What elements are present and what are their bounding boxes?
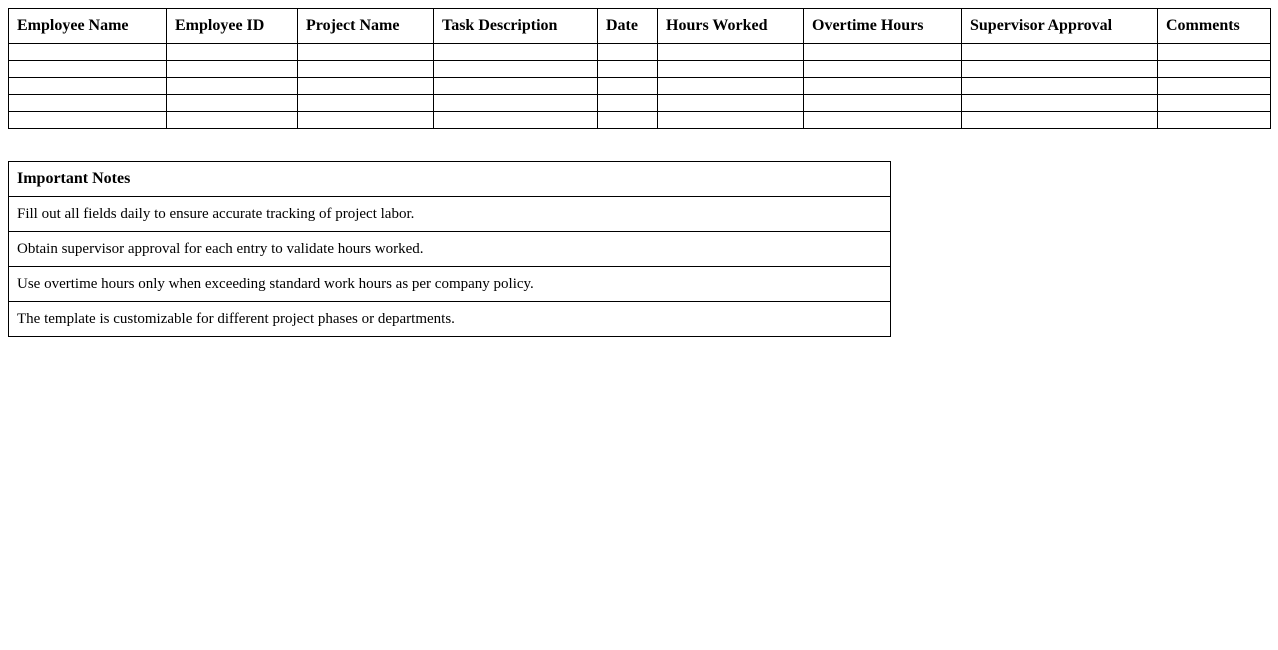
table-cell[interactable]	[962, 44, 1158, 61]
table-row	[9, 61, 1271, 78]
important-notes-table	[8, 161, 891, 337]
table-cell[interactable]	[658, 78, 804, 95]
table-cell[interactable]	[9, 112, 167, 129]
column-header-employee-name: Employee Name	[9, 9, 167, 44]
table-cell[interactable]	[298, 44, 434, 61]
table-cell[interactable]	[962, 78, 1158, 95]
table-cell[interactable]	[804, 78, 962, 95]
table-cell[interactable]	[598, 78, 658, 95]
column-header-date: Date	[598, 9, 658, 44]
table-cell[interactable]	[804, 44, 962, 61]
table-cell[interactable]	[1158, 78, 1271, 95]
table-cell[interactable]	[167, 61, 298, 78]
note-item: Obtain supervisor approval for each entry to validate hours worked.	[9, 232, 891, 267]
table-cell[interactable]	[434, 44, 598, 61]
table-cell[interactable]	[804, 95, 962, 112]
table-row	[9, 44, 1271, 61]
column-header-hours-worked: Hours Worked	[658, 9, 804, 44]
table-cell[interactable]	[298, 78, 434, 95]
table-cell[interactable]	[598, 95, 658, 112]
table-row	[9, 112, 1271, 129]
table-cell[interactable]	[167, 44, 298, 61]
table-cell[interactable]	[962, 95, 1158, 112]
note-row	[9, 267, 891, 302]
column-header-project-name: Project Name	[298, 9, 434, 44]
table-cell[interactable]	[9, 78, 167, 95]
table-cell[interactable]	[658, 112, 804, 129]
table-cell[interactable]	[804, 61, 962, 78]
table-cell[interactable]	[434, 78, 598, 95]
table-cell[interactable]	[298, 95, 434, 112]
table-cell[interactable]	[598, 112, 658, 129]
table-cell[interactable]	[962, 112, 1158, 129]
table-cell[interactable]	[658, 61, 804, 78]
table-cell[interactable]	[9, 44, 167, 61]
table-cell[interactable]	[167, 95, 298, 112]
table-cell[interactable]	[658, 44, 804, 61]
column-header-supervisor-approval: Supervisor Approval	[962, 9, 1158, 44]
table-cell[interactable]	[1158, 44, 1271, 61]
table-cell[interactable]	[434, 95, 598, 112]
timesheet-header-row	[9, 9, 1271, 44]
table-cell[interactable]	[9, 95, 167, 112]
table-cell[interactable]	[167, 78, 298, 95]
table-cell[interactable]	[962, 61, 1158, 78]
column-header-task-description: Task Description	[434, 9, 598, 44]
table-cell[interactable]	[434, 112, 598, 129]
notes-header-row	[9, 162, 891, 197]
note-row	[9, 232, 891, 267]
table-cell[interactable]	[167, 112, 298, 129]
table-cell[interactable]	[598, 61, 658, 78]
column-header-comments: Comments	[1158, 9, 1271, 44]
table-cell[interactable]	[1158, 112, 1271, 129]
note-row	[9, 197, 891, 232]
table-cell[interactable]	[1158, 61, 1271, 78]
note-item: Fill out all fields daily to ensure accurate tracking of project labor.	[9, 197, 891, 232]
table-cell[interactable]	[598, 44, 658, 61]
table-cell[interactable]	[298, 61, 434, 78]
table-cell[interactable]	[1158, 95, 1271, 112]
column-header-employee-id: Employee ID	[167, 9, 298, 44]
table-cell[interactable]	[804, 112, 962, 129]
table-row	[9, 95, 1271, 112]
table-cell[interactable]	[298, 112, 434, 129]
note-item: Use overtime hours only when exceeding standard work hours as per company policy.	[9, 267, 891, 302]
table-cell[interactable]	[434, 61, 598, 78]
table-row	[9, 78, 1271, 95]
note-row	[9, 302, 891, 337]
table-cell[interactable]	[658, 95, 804, 112]
notes-heading: Important Notes	[9, 162, 891, 197]
timesheet-table	[8, 8, 1271, 129]
table-cell[interactable]	[9, 61, 167, 78]
column-header-overtime-hours: Overtime Hours	[804, 9, 962, 44]
note-item: The template is customizable for different project phases or departments.	[9, 302, 891, 337]
